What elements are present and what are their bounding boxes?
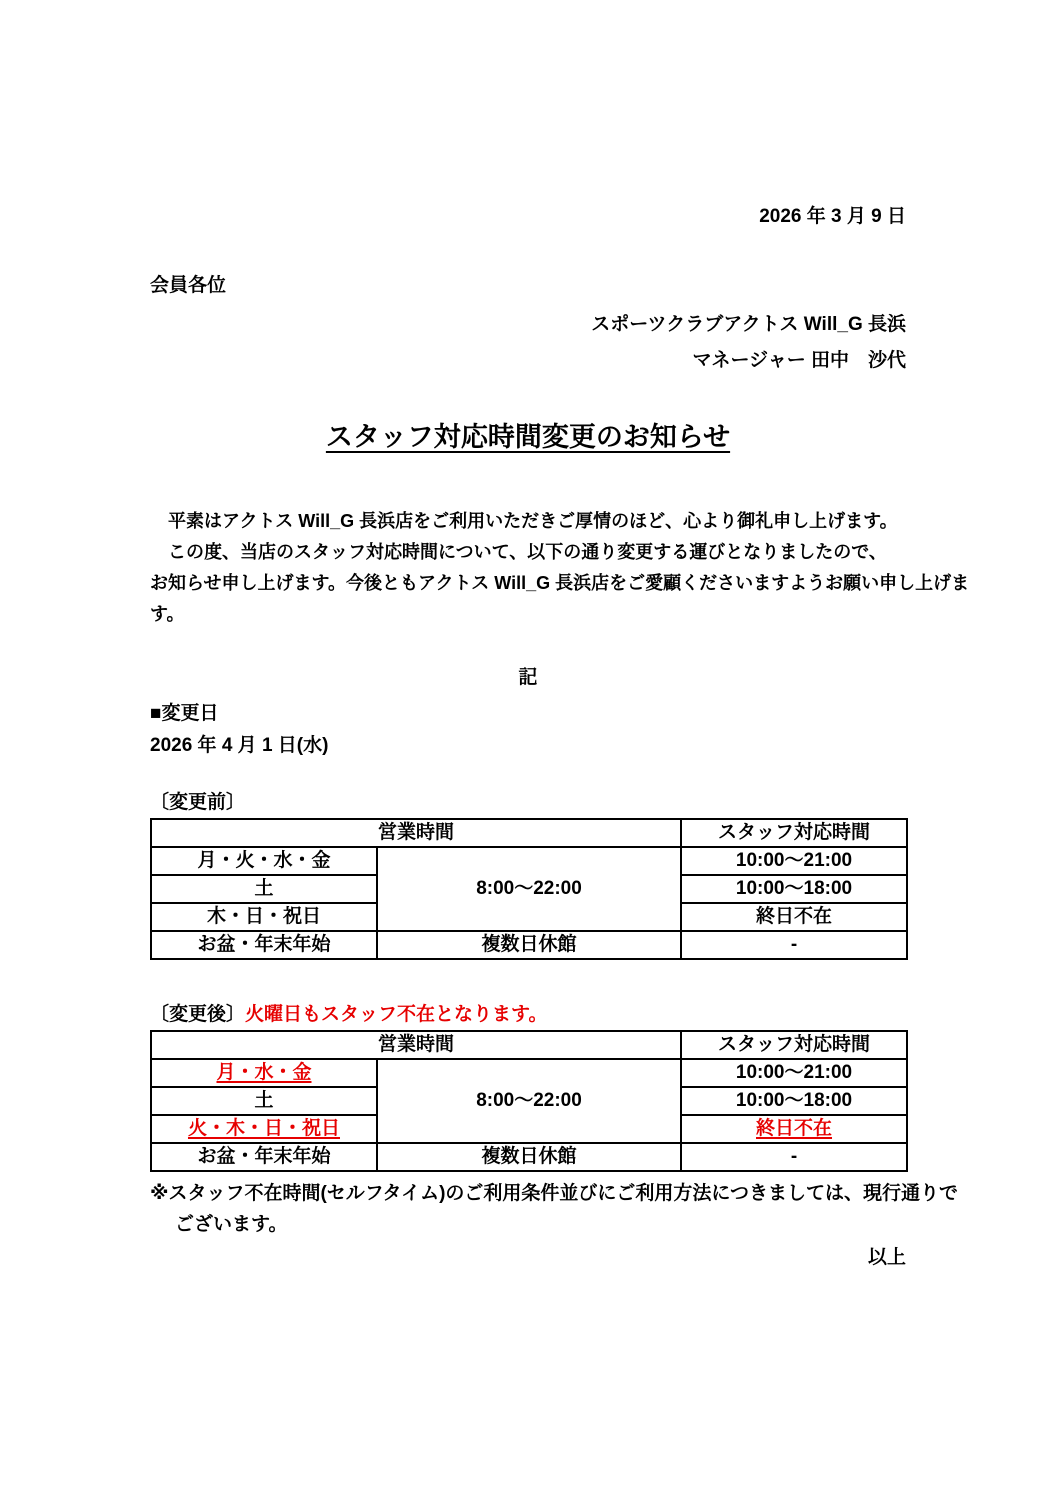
table-row	[151, 931, 907, 959]
record-marker: 記	[518, 667, 538, 688]
after-table-label	[150, 1002, 906, 1028]
closing-text: 以上	[867, 1247, 906, 1268]
cell-days: お盆・年末年始	[151, 1143, 377, 1171]
cell-days: お盆・年末年始	[151, 931, 377, 959]
cell-days-highlighted: 火・木・日・祝日	[151, 1115, 377, 1143]
cell-staff: 10:00～21:00	[681, 847, 907, 875]
after-label-bracket: 〔変更後〕	[150, 1004, 246, 1025]
cell-hours: 複数日休館	[377, 1143, 681, 1171]
cell-days: 月・火・水・金	[151, 847, 377, 875]
body-line-3: お知らせ申し上げます。今後ともアクトス Will_G 長浜店をご愛顧くださいますようお願い申し上げま	[150, 573, 970, 593]
after-table	[150, 1030, 908, 1172]
cell-staff: -	[681, 1143, 907, 1171]
footnote-line-2: ございます。	[175, 1214, 288, 1235]
cell-staff-highlighted: 終日不在	[681, 1115, 907, 1143]
cell-staff: 10:00～18:00	[681, 875, 907, 903]
cell-hours: 複数日休館	[377, 931, 681, 959]
sender-organization: スポーツクラブアクトス Will_G 長浜	[591, 314, 906, 335]
before-table-label: 〔変更前〕	[150, 792, 246, 813]
recipient-line: 会員各位	[150, 275, 227, 296]
cell-days: 土	[151, 875, 377, 903]
cell-staff: 10:00～18:00	[681, 1087, 907, 1115]
sender-manager: マネージャー 田中 沙代	[692, 350, 906, 371]
cell-days: 土	[151, 1087, 377, 1115]
body-line-1: 平素はアクトス Will_G 長浜店をご利用いただきご厚情のほど、心より御礼申し上げます。	[150, 511, 898, 531]
header-hours-cell: 営業時間	[151, 819, 681, 847]
header-staff-cell: スタッフ対応時間	[681, 1031, 907, 1059]
cell-staff: 10:00～21:00	[681, 1059, 907, 1087]
cell-days: 木・日・祝日	[151, 903, 377, 931]
header-hours-cell: 営業時間	[151, 1031, 681, 1059]
table-row	[151, 1143, 907, 1171]
notice-title: スタッフ対応時間変更のお知らせ	[325, 422, 731, 452]
body-line-4: す。	[150, 604, 185, 624]
change-date-value: 2026 年 4 月 1 日(水)	[150, 735, 329, 756]
body-paragraph	[150, 506, 970, 630]
table-row	[151, 847, 907, 875]
change-date-heading: ■変更日	[150, 703, 219, 724]
document-content	[150, 0, 970, 1272]
body-line-2: この度、当店のスタッフ対応時間について、以下の通り変更する運びとなりましたので、	[150, 542, 887, 562]
cell-staff: -	[681, 931, 907, 959]
cell-staff: 終日不在	[681, 903, 907, 931]
cell-hours-merged: 8:00～22:00	[377, 1059, 681, 1143]
before-table	[150, 818, 908, 960]
after-label-note: 火曜日もスタッフ不在となります。	[245, 1004, 548, 1025]
footnote-line-1: ※スタッフ不在時間(セルフタイム)のご利用条件並びにご利用方法につきましては、現行通りで	[150, 1183, 959, 1204]
document-date: 2026 年 3 月 9 日	[759, 206, 906, 227]
cell-hours-merged: 8:00～22:00	[377, 847, 681, 931]
table-header-row	[151, 1031, 907, 1059]
cell-days-highlighted: 月・水・金	[151, 1059, 377, 1087]
footnote	[150, 1178, 959, 1240]
table-header-row	[151, 819, 907, 847]
table-row	[151, 1059, 907, 1087]
header-staff-cell: スタッフ対応時間	[681, 819, 907, 847]
